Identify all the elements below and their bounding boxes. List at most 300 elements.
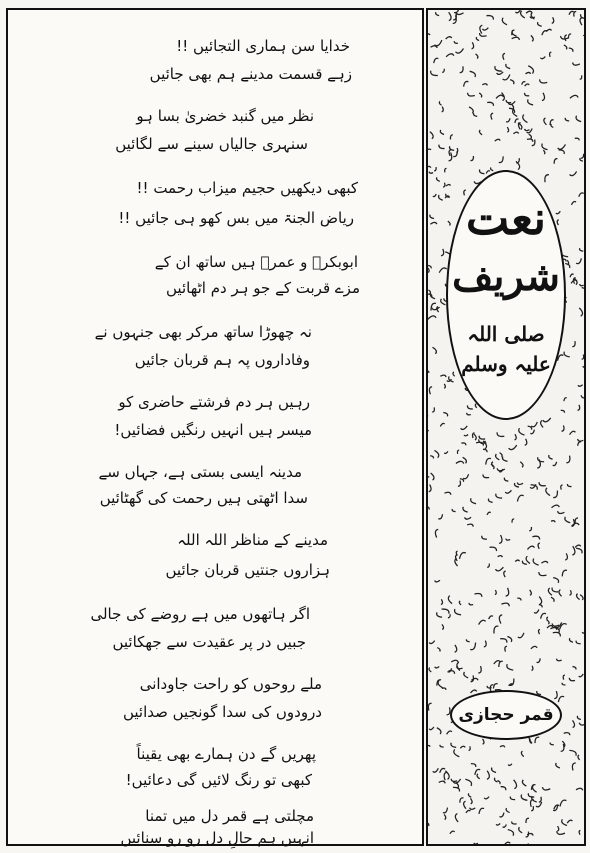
squiggle-mark (506, 808, 509, 812)
squiggle-mark (463, 507, 468, 512)
squiggle-mark (550, 742, 554, 744)
squiggle-mark (570, 431, 576, 434)
squiggle-mark (428, 149, 431, 155)
squiggle-mark (448, 596, 452, 604)
squiggle-mark (483, 739, 484, 744)
squiggle-mark (519, 827, 523, 833)
squiggle-mark (575, 518, 578, 523)
squiggle-mark (543, 150, 545, 154)
squiggle-mark (574, 11, 576, 16)
squiggle-mark (442, 688, 446, 690)
squiggle-mark (459, 601, 461, 605)
squiggle-mark (471, 156, 474, 161)
squiggle-mark (572, 667, 575, 670)
squiggle-mark (514, 434, 516, 440)
poem-line: درودوں کی سدا گونجیں صدائیں (122, 703, 322, 721)
squiggle-mark (554, 159, 557, 164)
squiggle-mark (540, 79, 548, 83)
squiggle-mark (440, 423, 444, 426)
squiggle-mark (428, 34, 430, 38)
squiggle-mark (562, 819, 567, 825)
squiggle-mark (434, 40, 441, 46)
poem-line: نہ چھوڑا ساتھ مرکر بھی جنہوں نے (94, 323, 312, 341)
squiggle-mark (580, 284, 584, 286)
squiggle-mark (576, 641, 581, 644)
squiggle-mark (428, 431, 429, 436)
squiggle-mark (526, 11, 532, 13)
squiggle-mark (569, 638, 573, 642)
squiggle-mark (539, 605, 542, 608)
squiggle-mark (430, 215, 434, 219)
squiggle-mark (552, 17, 554, 23)
squiggle-mark (512, 822, 517, 824)
squiggle-mark (489, 616, 493, 619)
squiggle-mark (487, 771, 489, 780)
squiggle-mark (552, 505, 560, 508)
squiggle-mark (578, 442, 581, 446)
squiggle-mark (523, 115, 528, 123)
squiggle-mark (470, 71, 476, 77)
squiggle-mark (513, 132, 518, 134)
squiggle-mark (526, 556, 530, 563)
squiggle-mark (504, 571, 506, 577)
squiggle-mark (548, 588, 552, 595)
squiggle-mark (517, 495, 523, 501)
squiggle-mark (544, 118, 547, 125)
squiggle-mark (465, 779, 471, 786)
squiggle-mark (539, 797, 541, 802)
squiggle-mark (521, 795, 527, 801)
squiggle-mark (495, 567, 503, 571)
title-naat: نعت (465, 191, 547, 245)
squiggle-mark (577, 405, 579, 410)
squiggle-mark (581, 395, 584, 398)
squiggle-mark (492, 768, 497, 773)
poem-line: اگر ہاتھوں میں ہے روضے کی جالی (90, 605, 310, 623)
squiggle-mark (495, 66, 502, 71)
squiggle-mark (494, 778, 497, 782)
squiggle-mark (533, 559, 539, 566)
squiggle-mark (474, 843, 478, 844)
squiggle-mark (551, 597, 554, 601)
squiggle-mark (577, 594, 580, 600)
squiggle-mark (446, 37, 452, 39)
squiggle-mark (551, 124, 553, 127)
squiggle-mark (432, 307, 440, 310)
squiggle-mark (440, 375, 446, 377)
squiggle-mark (455, 609, 461, 615)
squiggle-mark (579, 193, 584, 197)
squiggle-mark (570, 171, 577, 175)
squiggle-mark (575, 545, 581, 547)
squiggle-mark (534, 610, 539, 614)
squiggle-mark (491, 113, 493, 119)
squiggle-mark (515, 10, 520, 13)
poem-line: ہزاروں جنتیں قربان جائیں (165, 561, 330, 579)
poet-name-badge: قمر حجازی (450, 690, 562, 740)
poem-line: وفاداروں پہ ہم قربان جائیں (134, 351, 310, 369)
squiggle-mark (578, 755, 580, 760)
squiggle-mark (521, 751, 523, 756)
squiggle-mark (464, 81, 469, 86)
squiggle-mark (454, 41, 458, 43)
squiggle-mark (550, 120, 554, 125)
squiggle-mark (526, 818, 529, 823)
squiggle-mark (561, 485, 563, 490)
squiggle-mark (576, 788, 583, 790)
squiggle-mark (464, 672, 468, 678)
squiggle-mark (442, 69, 444, 73)
squiggle-mark (506, 588, 509, 596)
poem-line: رہیں ہر دم فرشتے حاضری کو (118, 393, 310, 411)
squiggle-mark (579, 674, 583, 677)
squiggle-mark (542, 93, 545, 101)
poem-line: ملے روحوں کو راحت جاودانی (139, 675, 322, 693)
squiggle-mark (500, 639, 507, 643)
squiggle-mark (478, 666, 481, 673)
squiggle-mark (439, 781, 445, 783)
squiggle-mark (559, 150, 565, 154)
squiggle-mark (517, 598, 521, 600)
squiggle-mark (506, 64, 510, 69)
poem-line: مچلتی ہے قمر دل میں تمنا (145, 807, 314, 825)
squiggle-mark (428, 507, 429, 510)
squiggle-mark (429, 668, 431, 672)
squiggle-mark (446, 54, 454, 57)
squiggle-mark (479, 808, 484, 814)
squiggle-mark (509, 445, 517, 450)
squiggle-mark (432, 407, 434, 412)
squiggle-mark (444, 814, 446, 819)
squiggle-mark (531, 422, 537, 427)
squiggle-mark (471, 798, 473, 803)
squiggle-mark (510, 80, 514, 84)
squiggle-mark (448, 614, 450, 617)
squiggle-mark (520, 462, 523, 468)
squiggle-mark (539, 572, 547, 576)
squiggle-mark (465, 517, 472, 519)
squiggle-mark (455, 814, 458, 822)
squiggle-mark (433, 768, 439, 772)
squiggle-mark (457, 662, 460, 670)
squiggle-mark (464, 435, 468, 436)
title-oval (446, 170, 566, 420)
squiggle-mark (557, 826, 558, 831)
squiggle-mark (542, 144, 548, 150)
squiggle-mark (512, 30, 517, 36)
squiggle-mark (499, 813, 503, 817)
squiggle-mark (505, 646, 507, 651)
squiggle-mark (453, 152, 457, 157)
squiggle-mark (535, 737, 539, 743)
squiggle-mark (565, 553, 567, 560)
squiggle-mark (429, 727, 434, 730)
squiggle-mark (553, 462, 557, 466)
squiggle-mark (439, 268, 447, 273)
squiggle-mark (543, 418, 551, 422)
squiggle-mark (541, 613, 546, 618)
poem-line: میسر ہیں انہیں رنگیں فضائیں! (114, 421, 312, 439)
squiggle-mark (580, 18, 582, 25)
squiggle-mark (558, 696, 564, 702)
squiggle-mark (503, 824, 507, 827)
poem-line: زہے قسمت مدینے ہم بھی جائیں (149, 65, 352, 83)
squiggle-mark (472, 42, 474, 48)
squiggle-mark (482, 84, 487, 86)
squiggle-mark (443, 412, 447, 416)
squiggle-mark (558, 144, 566, 149)
squiggle-mark (434, 167, 436, 171)
squiggle-mark (505, 490, 511, 493)
poem-line: ریاض الجنۃ میں بس کھو ہی جائیں !! (118, 209, 354, 227)
squiggle-mark (542, 787, 550, 790)
squiggle-mark (580, 75, 582, 79)
squiggle-mark (433, 194, 436, 197)
squiggle-mark (573, 63, 580, 66)
squiggle-mark (428, 703, 431, 710)
squiggle-mark (434, 450, 438, 457)
squiggle-mark (539, 597, 542, 605)
squiggle-mark (569, 750, 576, 755)
squiggle-mark (445, 168, 447, 172)
squiggle-mark (550, 52, 552, 57)
squiggle-mark (439, 195, 443, 200)
squiggle-mark (574, 278, 577, 284)
squiggle-mark (525, 129, 530, 131)
squiggle-mark (441, 599, 443, 604)
squiggle-mark (562, 683, 565, 685)
squiggle-mark (532, 785, 536, 792)
squiggle-mark (428, 371, 429, 373)
squiggle-mark (483, 449, 487, 452)
squiggle-mark (491, 167, 494, 170)
squiggle-mark (546, 488, 550, 496)
squiggle-mark (579, 723, 584, 725)
squiggle-mark (493, 684, 497, 689)
squiggle-mark (451, 779, 457, 782)
squiggle-mark (517, 483, 523, 485)
squiggle-mark (503, 53, 505, 59)
squiggle-mark (565, 517, 570, 523)
squiggle-mark (442, 609, 449, 614)
squiggle-mark (561, 410, 565, 412)
squiggle-mark (542, 31, 547, 35)
squiggle-mark (569, 48, 573, 52)
squiggle-mark (501, 603, 509, 606)
poem-box (6, 8, 424, 846)
squiggle-mark (525, 84, 530, 86)
squiggle-mark (440, 768, 445, 772)
squiggle-mark (479, 130, 482, 135)
squiggle-mark (440, 745, 444, 747)
squiggle-mark (476, 37, 479, 40)
squiggle-mark (451, 660, 458, 662)
squiggle-mark (569, 11, 574, 14)
squiggle-mark (551, 521, 555, 523)
poem-line: نظر میں گنبد خضریٰ بسا ہو (136, 107, 314, 125)
squiggle-mark (457, 450, 459, 454)
squiggle-mark (578, 439, 584, 441)
squiggle-mark (510, 797, 515, 800)
squiggle-mark (486, 458, 491, 464)
squiggle-mark (499, 615, 502, 624)
squiggle-mark (487, 16, 494, 20)
squiggle-mark (541, 420, 544, 427)
squiggle-mark (482, 536, 487, 539)
squiggle-mark (447, 731, 452, 734)
squiggle-mark (512, 37, 520, 40)
squiggle-mark (443, 808, 448, 813)
squiggle-mark (430, 222, 437, 224)
squiggle-mark (522, 780, 526, 786)
squiggle-mark (522, 82, 526, 85)
squiggle-mark (453, 13, 456, 20)
squiggle-mark (507, 127, 508, 132)
poem-line: خدایا سن ہماری التجائیں !! (176, 37, 350, 55)
squiggle-mark (497, 781, 500, 785)
squiggle-mark (438, 514, 442, 519)
squiggle-mark (575, 138, 579, 140)
squiggle-mark (506, 118, 510, 122)
squiggle-mark (516, 161, 520, 169)
squiggle-mark (479, 620, 486, 624)
squiggle-mark (579, 830, 580, 834)
squiggle-mark (431, 71, 438, 76)
title-salawat-2: علیہ وسلم (461, 352, 551, 376)
squiggle-mark (567, 260, 568, 265)
squiggle-mark (531, 646, 537, 648)
squiggle-mark (552, 623, 559, 626)
squiggle-mark (488, 499, 492, 503)
squiggle-mark (467, 413, 471, 415)
squiggle-mark (434, 58, 439, 63)
squiggle-mark (459, 553, 465, 559)
squiggle-mark (455, 645, 457, 652)
squiggle-mark (536, 802, 542, 807)
squiggle-mark (507, 664, 513, 670)
squiggle-mark (446, 184, 451, 185)
squiggle-mark (428, 745, 430, 746)
squiggle-mark (565, 35, 567, 41)
squiggle-mark (556, 763, 560, 768)
squiggle-mark (498, 556, 503, 558)
squiggle-mark (562, 425, 564, 431)
squiggle-mark (428, 267, 429, 273)
poem-line: مدینے کے مناظر اللہ اللہ (177, 531, 328, 549)
squiggle-mark (466, 639, 469, 641)
squiggle-mark (514, 780, 517, 789)
squiggle-mark (576, 258, 581, 263)
squiggle-mark (564, 733, 570, 736)
squiggle-mark (484, 797, 489, 799)
squiggle-mark (471, 690, 477, 693)
poem-line: کبھی تو رنگ لائیں گی دعائیں! (125, 771, 312, 789)
squiggle-mark (552, 588, 558, 592)
squiggle-mark (525, 439, 527, 445)
squiggle-mark (428, 166, 431, 167)
squiggle-mark (496, 95, 504, 98)
squiggle-mark (545, 175, 549, 183)
squiggle-mark (430, 132, 433, 139)
squiggle-mark (530, 590, 532, 595)
squiggle-mark (499, 156, 503, 162)
squiggle-mark (571, 201, 576, 204)
squiggle-mark (569, 678, 575, 681)
squiggle-mark (576, 548, 582, 553)
squiggle-mark (521, 11, 525, 18)
squiggle-mark (435, 580, 440, 582)
squiggle-mark (474, 434, 476, 440)
squiggle-mark (572, 763, 575, 770)
squiggle-mark (549, 455, 553, 459)
squiggle-mark (441, 249, 444, 256)
squiggle-mark (562, 570, 567, 576)
squiggle-mark (531, 666, 533, 671)
squiggle-mark (428, 290, 430, 294)
squiggle-mark (477, 774, 480, 779)
squiggle-mark (538, 22, 542, 26)
squiggle-mark (437, 648, 440, 652)
squiggle-mark (468, 793, 471, 797)
squiggle-mark (471, 764, 476, 767)
squiggle-mark (564, 398, 567, 401)
squiggle-mark (497, 72, 504, 75)
squiggle-mark (431, 294, 435, 299)
squiggle-mark (487, 564, 489, 568)
squiggle-mark (428, 316, 436, 320)
squiggle-mark (479, 93, 482, 97)
squiggle-mark (529, 134, 532, 138)
squiggle-mark (450, 831, 455, 834)
squiggle-mark (515, 560, 519, 561)
squiggle-mark (519, 428, 525, 435)
squiggle-mark (557, 659, 562, 661)
squiggle-mark (438, 680, 443, 688)
squiggle-mark (486, 171, 490, 174)
squiggle-mark (564, 45, 567, 49)
poem-line: سنہری جالیاں سینے سے لگائیں (115, 135, 308, 153)
squiggle-mark (483, 28, 489, 30)
squiggle-mark (474, 113, 478, 116)
squiggle-mark (437, 177, 440, 181)
squiggle-mark (484, 641, 486, 647)
squiggle-mark (564, 352, 570, 357)
squiggle-mark (565, 118, 569, 121)
squiggle-mark (537, 658, 541, 662)
squiggle-mark (461, 426, 468, 430)
squiggle-mark (487, 512, 491, 515)
squiggle-mark (528, 99, 533, 104)
squiggle-mark (518, 633, 524, 638)
squiggle-mark (458, 481, 461, 487)
squiggle-mark (522, 561, 526, 565)
squiggle-mark (467, 405, 472, 409)
squiggle-mark (538, 543, 540, 549)
squiggle-mark (541, 561, 547, 563)
squiggle-mark (567, 484, 571, 487)
squiggle-mark (475, 54, 477, 59)
squiggle-mark (450, 135, 452, 140)
squiggle-mark (554, 691, 557, 698)
decorative-side-panel (426, 8, 586, 846)
squiggle-mark (499, 661, 503, 667)
squiggle-mark (539, 482, 546, 486)
title-sharif: شریف (451, 253, 561, 300)
squiggle-mark (429, 387, 432, 394)
squiggle-mark (501, 787, 506, 791)
squiggle-mark (451, 743, 456, 748)
squiggle-mark (531, 35, 533, 41)
